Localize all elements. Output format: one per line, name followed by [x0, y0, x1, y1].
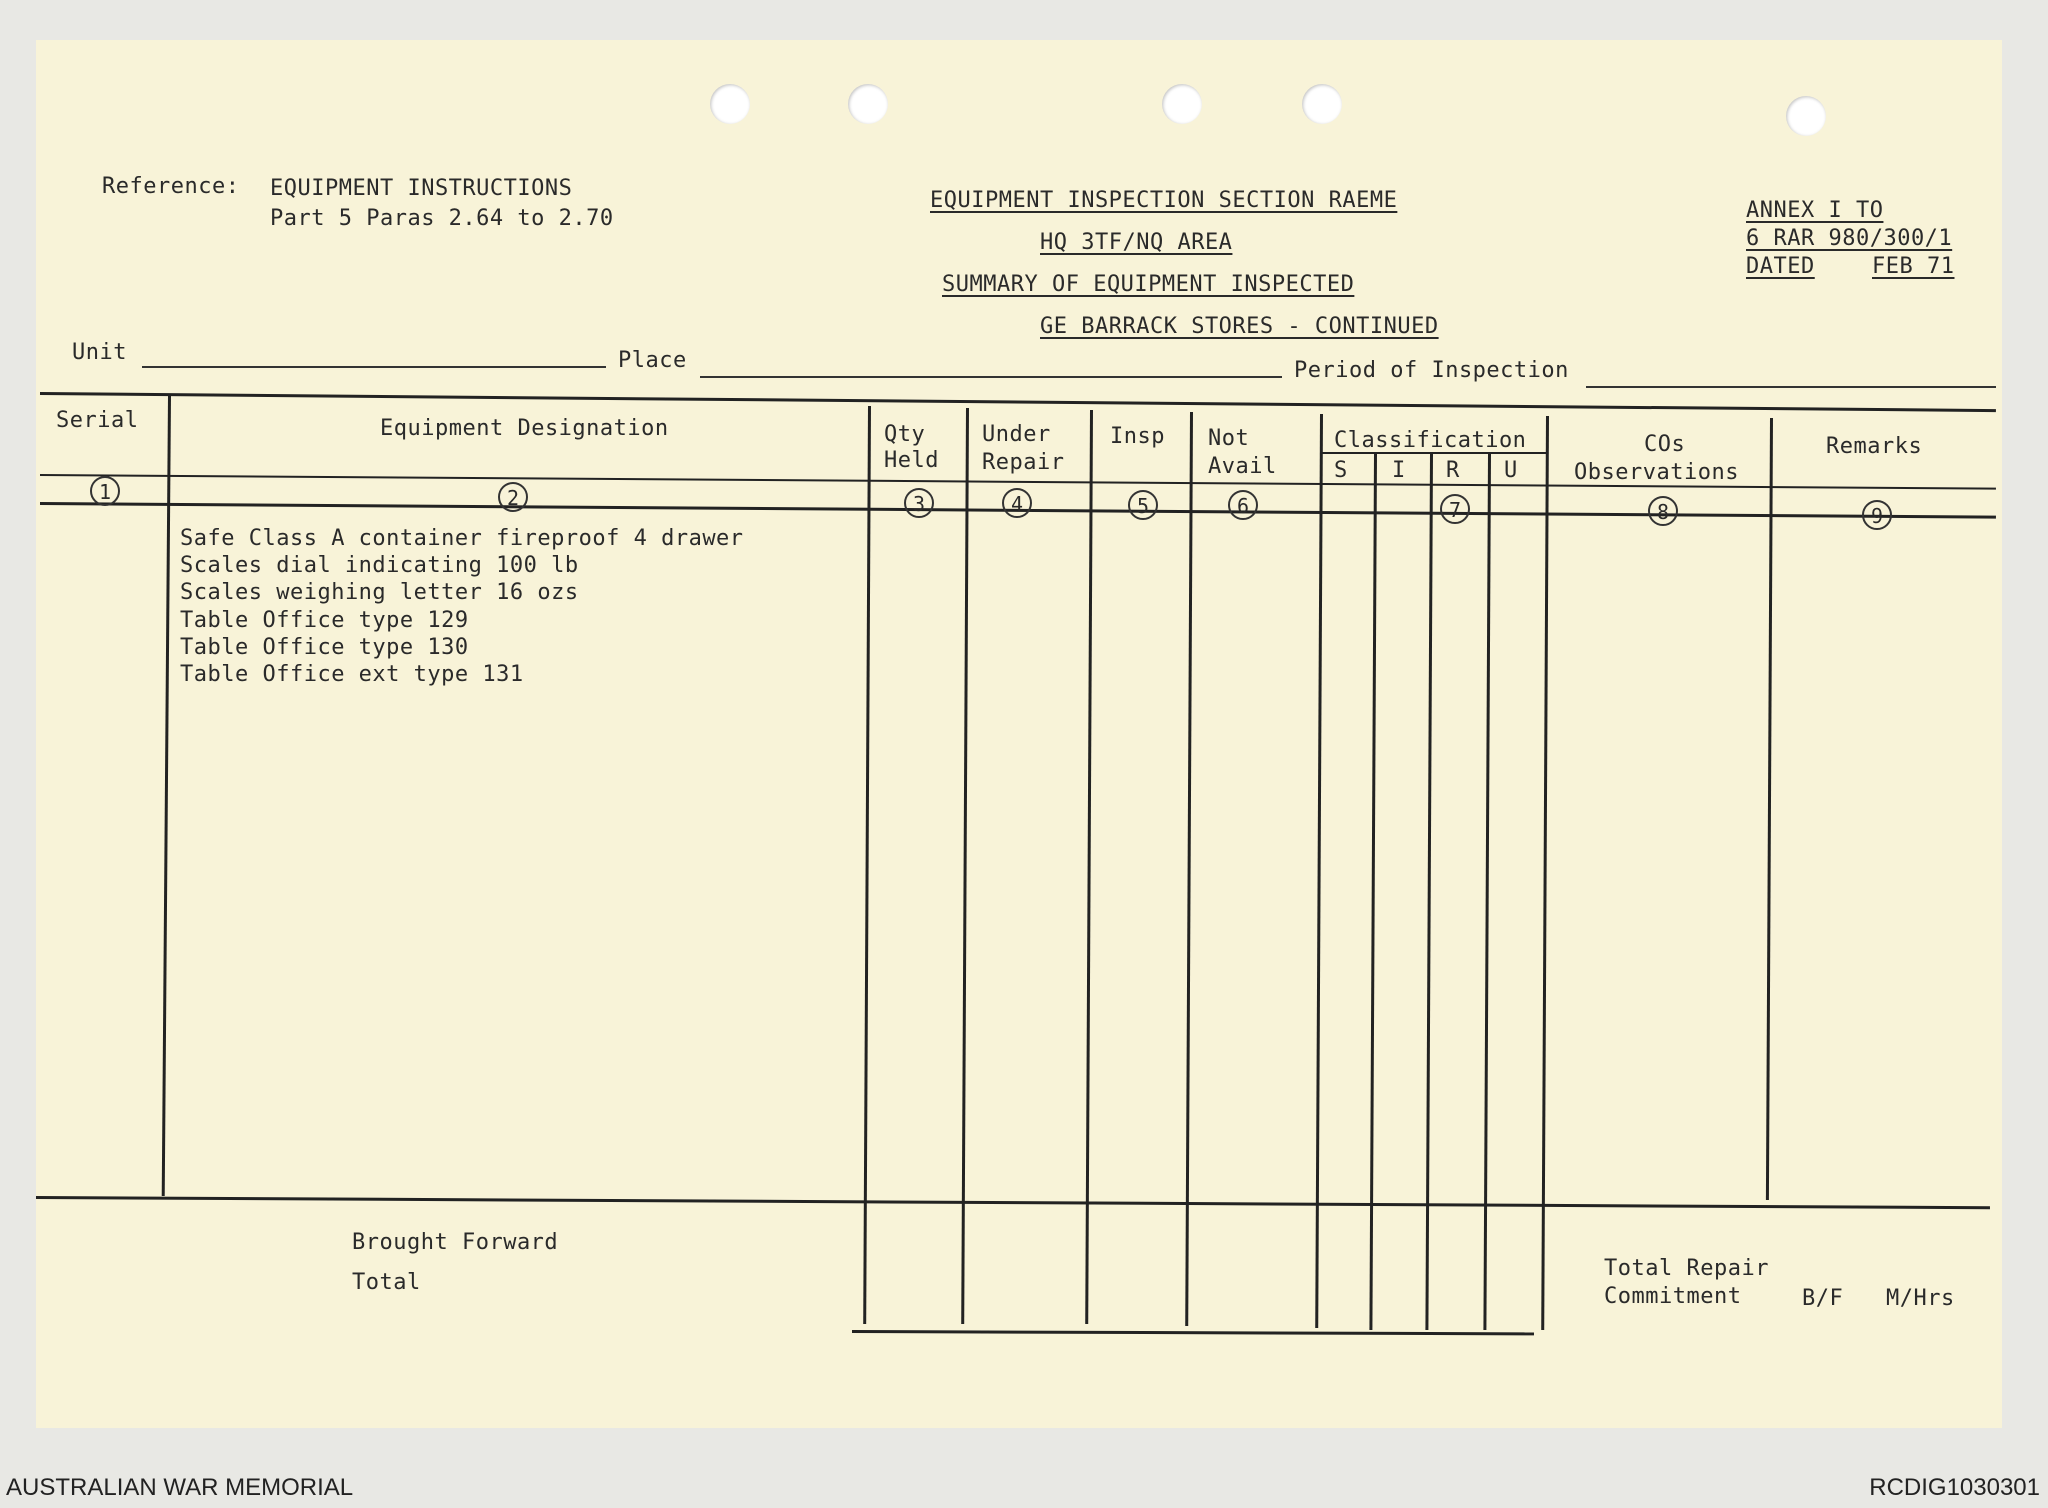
col-header-class-r: R [1446, 458, 1460, 483]
column-number: 9 [1862, 500, 1892, 530]
column-number: 4 [1002, 488, 1032, 518]
column-number: 7 [1440, 494, 1470, 524]
col-header-designation: Equipment Designation [380, 416, 669, 441]
annex-line-2: 6 RAR 980/300/1 [1746, 226, 1953, 251]
equipment-item: Scales dial indicating 100 lb [180, 553, 579, 578]
total-repair-label-2: Commitment [1604, 1284, 1742, 1309]
archive-caption: AUSTRALIAN WAR MEMORIAL [6, 1474, 354, 1501]
col-header-avail-1: Not [1208, 426, 1250, 451]
unit-field[interactable] [142, 366, 606, 368]
document-page [36, 40, 2002, 1428]
column-number: 8 [1648, 496, 1678, 526]
equipment-item: Table Office type 130 [180, 635, 469, 660]
punch-hole [710, 84, 750, 124]
col-header-class-i: I [1392, 458, 1406, 483]
archive-id: RCDIG1030301 [1869, 1474, 2040, 1501]
total-repair-label-1: Total Repair [1604, 1256, 1769, 1281]
col-header-class-s: S [1334, 458, 1348, 483]
bf-label: B/F [1802, 1286, 1844, 1311]
equipment-item: Table Office type 129 [180, 608, 469, 633]
header-stores: GE BARRACK STORES - CONTINUED [1040, 314, 1439, 339]
mhrs-label: M/Hrs [1886, 1286, 1955, 1311]
col-header-remarks: Remarks [1826, 434, 1923, 459]
column-number: 3 [904, 488, 934, 518]
equipment-item: Table Office ext type 131 [180, 662, 524, 687]
equipment-item: Scales weighing letter 16 ozs [180, 580, 579, 605]
col-header-qty-2: Held [884, 448, 939, 473]
col-header-repair-2: Repair [982, 450, 1065, 475]
col-header-classification: Classification [1334, 428, 1527, 453]
annex-dated-label: DATED [1746, 254, 1815, 279]
col-header-qty-1: Qty [884, 422, 926, 447]
col-header-insp: Insp [1110, 424, 1165, 449]
header-subtitle: HQ 3TF/NQ AREA [1040, 230, 1233, 255]
equipment-item: Safe Class A container fireproof 4 drawer [180, 526, 744, 551]
col-header-cos-2: Observations [1574, 460, 1739, 485]
annex-line-1: ANNEX I TO [1746, 198, 1884, 223]
total-label: Total [352, 1270, 421, 1295]
punch-hole [1162, 84, 1202, 124]
brought-forward-label: Brought Forward [352, 1230, 559, 1255]
column-number: 6 [1228, 490, 1258, 520]
reference-label: Reference: [102, 174, 240, 199]
reference-line-1: EQUIPMENT INSTRUCTIONS [270, 176, 573, 201]
period-label: Period of Inspection [1294, 358, 1569, 383]
column-number: 1 [90, 476, 120, 506]
col-header-serial: Serial [56, 408, 139, 433]
punch-hole [1302, 84, 1342, 124]
col-header-class-u: U [1504, 458, 1518, 483]
col-header-cos-1: COs [1644, 432, 1686, 457]
unit-label: Unit [72, 340, 127, 365]
punch-hole [848, 84, 888, 124]
punch-hole [1786, 96, 1826, 136]
header-summary: SUMMARY OF EQUIPMENT INSPECTED [942, 272, 1355, 297]
period-field[interactable] [1586, 386, 1996, 388]
annex-dated-value: FEB 71 [1872, 254, 1955, 279]
place-label: Place [618, 348, 687, 373]
reference-line-2: Part 5 Paras 2.64 to 2.70 [270, 206, 614, 231]
place-field[interactable] [700, 376, 1282, 378]
column-number: 2 [498, 482, 528, 512]
col-header-avail-2: Avail [1208, 454, 1277, 479]
col-header-repair-1: Under [982, 422, 1051, 447]
column-number: 5 [1128, 490, 1158, 520]
header-title: EQUIPMENT INSPECTION SECTION RAEME [930, 188, 1398, 213]
